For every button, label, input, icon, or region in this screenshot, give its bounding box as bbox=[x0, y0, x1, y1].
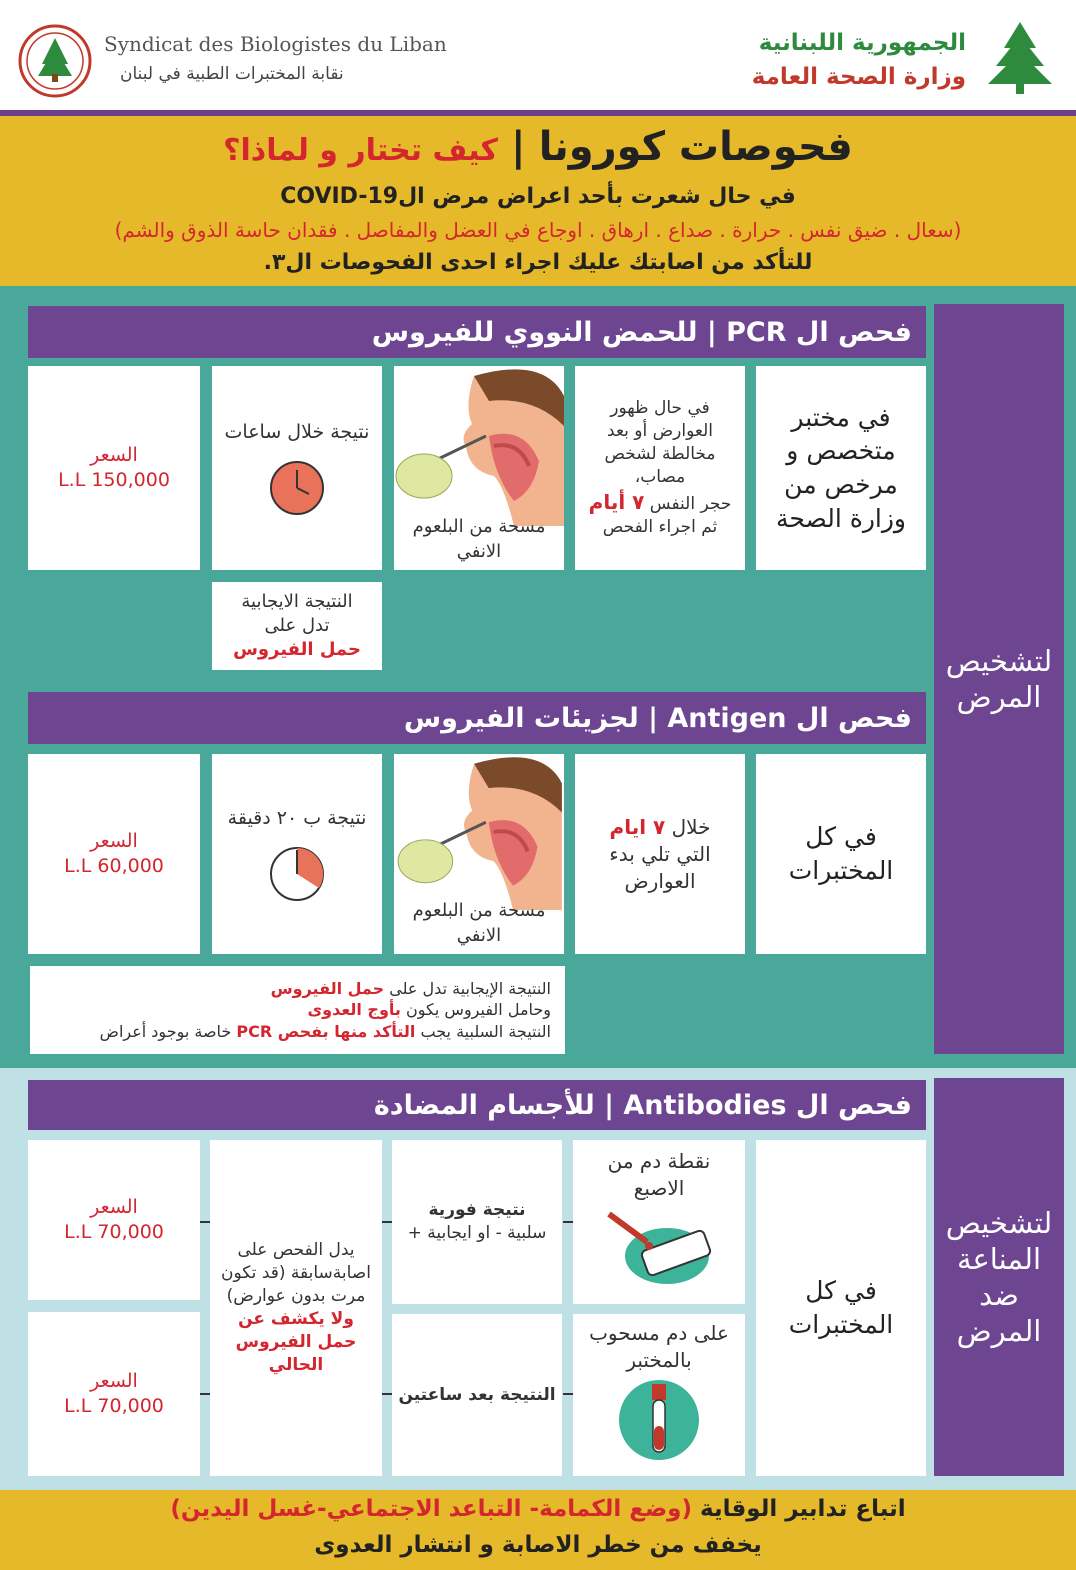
antigen-swab-card bbox=[394, 754, 564, 954]
antigen-note-1-text: النتيجة الإيجابية تدل على bbox=[389, 978, 551, 998]
pcr-when-card bbox=[575, 366, 745, 570]
antigen-where-card bbox=[756, 754, 926, 954]
antigen-when-card bbox=[575, 754, 745, 954]
title-sub: كيف تختار و لماذا؟ bbox=[223, 133, 498, 168]
antigen-note-2-text: وحامل الفيروس يكون bbox=[406, 1000, 551, 1020]
drawn-blood-card bbox=[573, 1314, 745, 1476]
antigen-price-card bbox=[28, 754, 200, 954]
antibodies-price-top-card bbox=[28, 1140, 200, 1300]
title-main: فحوصات كورونا bbox=[538, 124, 853, 170]
slow-result: النتيجة بعد ساعتين bbox=[398, 1384, 556, 1405]
antigen-note-3-tail: خاصة بوجود أعراض bbox=[99, 1021, 232, 1041]
connector-dash bbox=[563, 1393, 573, 1395]
pcr-swab-label: مسحة من البلعوم الانفي bbox=[412, 516, 546, 562]
antibodies-price-bottom-label: السعر bbox=[90, 1370, 138, 1393]
banner-symptoms: (سعال . ضيق نفس . حرارة . صداع . ارهاق . اوجاع في العضل والمفاصل . فقدان حاسة الذوق والشم) bbox=[114, 218, 962, 242]
antigen-notes-card bbox=[30, 966, 565, 1054]
antigen-title-bar: فحص ال Antigen | لجزيئات الفيروس bbox=[28, 692, 926, 744]
footer-line-1-text: اتباع تدابير الوقاية bbox=[700, 1496, 906, 1522]
pcr-where: في مختبر متخصص و مرخص من وزارة الصحة bbox=[776, 402, 906, 533]
finger-prick-test-icon bbox=[599, 1202, 719, 1288]
nasal-swab-icon bbox=[394, 754, 564, 910]
pcr-price-card bbox=[28, 366, 200, 570]
fast-result-sub: سلبية - او ايجابية + bbox=[407, 1223, 547, 1243]
ministry-name: وزارة الصحة العامة bbox=[751, 64, 966, 90]
connector-dash bbox=[200, 1393, 210, 1395]
cedar-logo-icon bbox=[980, 18, 1060, 98]
pcr-result-card bbox=[212, 366, 382, 570]
antigen-swab-label: مسحة من البلعوم الانفي bbox=[412, 900, 546, 946]
side-label-immunity: لتشخيص المناعة ضد المرض bbox=[934, 1078, 1064, 1476]
antigen-result-card bbox=[212, 754, 382, 954]
pcr-price: L.L 150,000 bbox=[58, 469, 170, 491]
footer-line-1-red: (وضع الكمامة- التباعد الاجتماعي-غسل اليدين) bbox=[170, 1496, 692, 1522]
pcr-positive-1: النتيجة الايجابية تدل على bbox=[241, 590, 353, 636]
pcr-when-3: ثم اجراء الفحص bbox=[602, 516, 718, 537]
connector-dash bbox=[200, 1221, 210, 1223]
antigen-note-3-text: النتيجة السلبية يجب bbox=[420, 1021, 551, 1041]
title-separator: | bbox=[511, 124, 526, 170]
antibodies-price-top: L.L 70,000 bbox=[64, 1221, 164, 1243]
fast-result-card bbox=[392, 1140, 562, 1304]
slow-result-card bbox=[392, 1314, 562, 1476]
antigen-price-label: السعر bbox=[90, 830, 138, 853]
nasal-swab-icon bbox=[394, 366, 564, 526]
pcr-positive-card bbox=[212, 582, 382, 670]
page-title bbox=[0, 124, 1076, 170]
fast-result-title: نتيجة فورية bbox=[428, 1200, 526, 1221]
antigen-when-row bbox=[610, 814, 711, 841]
antibodies-where-card bbox=[756, 1140, 926, 1476]
antigen-when-post: التي تلي بدء العوارض bbox=[609, 841, 711, 893]
footer-line-2: يخفف من خطر الاصابة و انتشار العدوى bbox=[314, 1532, 762, 1558]
antibodies-price-top-label: السعر bbox=[90, 1196, 138, 1219]
antigen-when-pre: خلال bbox=[671, 814, 711, 839]
antigen-note-3-red: التأكد منها بفحص PCR bbox=[236, 1021, 416, 1041]
finger-blood-card bbox=[573, 1140, 745, 1304]
header bbox=[0, 0, 1076, 112]
syndicate-name-fr: Syndicat des Biologistes du Liban bbox=[104, 32, 447, 56]
antigen-note-3 bbox=[100, 1021, 551, 1043]
antigen-result: نتيجة ب ٢٠ دقيقة bbox=[227, 807, 367, 830]
clock-icon bbox=[269, 460, 325, 516]
pcr-when-red: ٧ أيام bbox=[588, 489, 645, 514]
syndicate-logo-icon bbox=[18, 24, 92, 98]
antibodies-price-bottom: L.L 70,000 bbox=[64, 1395, 164, 1417]
connector-dash bbox=[382, 1221, 392, 1223]
antigen-note-1 bbox=[271, 978, 551, 1000]
pcr-when-1: في حال ظهور العوارض أو بعد مخالطة لشخص مصاب، bbox=[604, 398, 716, 487]
banner-line-1: في حال شعرت بأحد اعراض مرض الCOVID-19 bbox=[280, 184, 796, 209]
antigen-where: في كل المختبرات bbox=[788, 822, 894, 885]
pcr-swab-card bbox=[394, 366, 564, 570]
antigen-note-2 bbox=[307, 999, 551, 1021]
republic-name: الجمهورية اللبنانية bbox=[758, 30, 966, 56]
antibodies-where: في كل المختبرات bbox=[788, 1276, 894, 1339]
drawn-blood-label: على دم مسحوب بالمختبر bbox=[589, 1321, 729, 1372]
syndicate-name-ar: نقابة المختبرات الطبية في لبنان bbox=[120, 64, 344, 84]
antibodies-price-bottom-card bbox=[28, 1312, 200, 1476]
timer-icon bbox=[269, 846, 325, 902]
antigen-price: L.L 60,000 bbox=[64, 855, 164, 877]
connector-dash bbox=[563, 1221, 573, 1223]
antigen-note-1-red: حمل الفيروس bbox=[270, 978, 385, 998]
antibodies-meaning-red: ولا يكشف عن حمل الفيروس الحالي bbox=[235, 1309, 357, 1375]
pcr-when-2: حجر النفس bbox=[649, 493, 732, 514]
banner-line-3: للتأكد من اصابتك عليك اجراء احدى الفحوصات ال٣. bbox=[263, 250, 813, 275]
footer-line-1 bbox=[0, 1496, 1076, 1522]
finger-blood-label: نقطة دم من الاصبع bbox=[607, 1149, 711, 1200]
antibodies-title-bar: فحص ال Antibodies | للأجسام المضادة bbox=[28, 1080, 926, 1130]
connector-dash bbox=[382, 1393, 392, 1395]
antibodies-meaning-1: يدل الفحص على اصابةسابقة (قد تكون مرت بدون عوارض) bbox=[221, 1240, 371, 1307]
antigen-note-2-red: بأوج العدوى bbox=[307, 1000, 401, 1020]
pcr-price-label: السعر bbox=[90, 444, 138, 467]
pcr-positive-red: حمل الفيروس bbox=[233, 639, 361, 661]
pcr-title-bar: فحص ال PCR | للحمض النووي للفيروس bbox=[28, 306, 926, 358]
antigen-when-red: ٧ ايام bbox=[609, 814, 666, 839]
side-label-diagnosis: لتشخيص المرض bbox=[934, 304, 1064, 1054]
antibodies-meaning-card bbox=[210, 1140, 382, 1476]
pcr-when-2-row bbox=[589, 489, 732, 516]
pcr-result: نتيجة خلال ساعات bbox=[224, 421, 370, 444]
blood-tube-icon bbox=[614, 1374, 704, 1460]
pcr-where-card bbox=[756, 366, 926, 570]
